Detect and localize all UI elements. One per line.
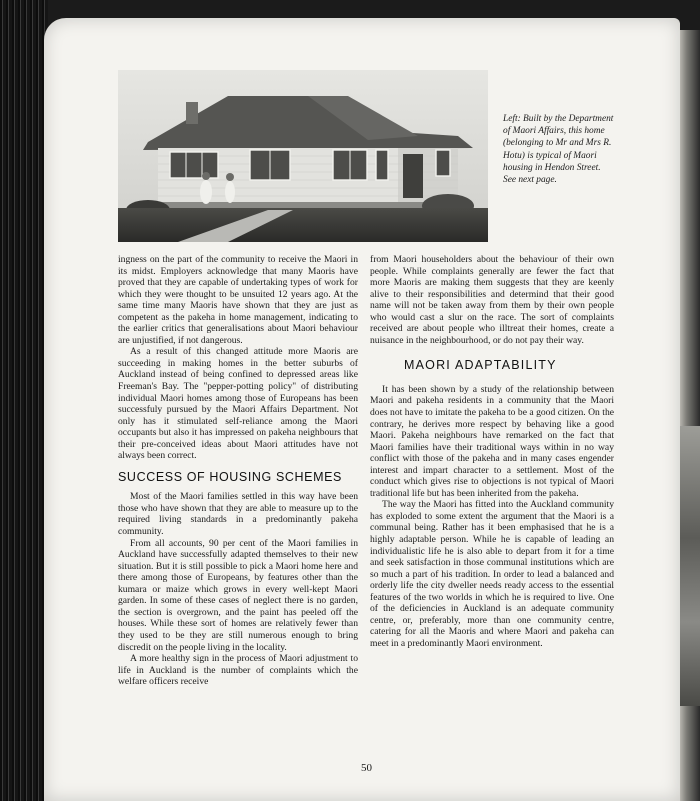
heading-housing-schemes: SUCCESS OF HOUSING SCHEMES xyxy=(118,469,342,484)
left-column xyxy=(118,254,358,688)
paragraph: A more healthy sign in the process of Maori adjustment to life in Auckland is the number of complaints which the welfare officers receive xyxy=(118,653,358,688)
paragraph: The way the Maori has fitted into the Auckland community has exploded to some extent the argument that the Maori is a communal being. Rather has it been emphasised that he is a highly adaptable person. While he is capable of leading an individualistic life he is also able to depart from it for a time and seek satisfaction in those communal institutions which are so much a part of his tradition. In order to lead a balanced and orderly life the city dweller needs ready access to the essential features of the two worlds in which he is required to live. One of the deficiencies in Auckland is an adequate community centre, or, preferably, more than one community centre, catering for all the Maoris and where Maori and pakeha can meet in a predominantly Maori environment. xyxy=(370,499,614,649)
paragraph: As a result of this changed attitude more Maoris are succeeding in making homes in the better suburbs of Auckland instead of being confined to depressed areas like Freeman's Bay. The "pepper-potting policy" of distributing individual Maori homes among those of Europeans has been successfuly pursued by the Maori Affairs Department. Not only has it stimulated self-reliance among the Maori occupants but also it has impressed on pakeha neighbours that their pre-conceived ideas about Maori attitudes have not always been correct. xyxy=(118,346,358,462)
paragraph: from Maori householders about the behaviour of their own people. While complaints generally are fewer the fact that more Maoris are making them suggests that they are keenly alive to their responsibilities and determind that their good name will not be taken away from them by their own people who would cast a slur on the race. The sort of complaints received are about people who illtreat their homes, create a nuisance in the neighbourhood, or do not pay their way. xyxy=(370,254,614,346)
paragraph: ingness on the part of the community to receive the Maori in its midst. Employers acknowledge that many Maoris have proved that they are capable of undertaking types of work for which they were thought to be unsuited 12 years ago. At the same time many Maoris have shown that they are just as competent as the pakeha in home management, indicating to the earlier critics that generalisations about Maori behaviour are unjustified, if not dangerous. xyxy=(118,254,358,346)
paragraph: Most of the Maori families settled in this way have been those who have shown that they are able to measure up to the required living standards in a predominantly pakeha community. xyxy=(118,491,358,538)
paragraph: It has been shown by a study of the relationship between Maori and pakeha residents in a community that the Maori does not have to imitate the pakeha to be a good citizen. On the contrary, he derives more respect by behaving like a good Maori. Pakeha neighbours have remarked on the fact that Maori families have their traditional ways within in no way conflict with those of the pakeha and in many cases engender interest and impart character to a settlement. Most of the conduct which gives rise to objections is not typical of Maori traditional life but has been inherited from the pakeha. xyxy=(370,383,614,499)
photo-caption: Left: Built by the Department of Maori Affairs, this home (belonging to Mr and Mrs R. Hotu) is typical of Maori housing in Hendon Street. See next page. xyxy=(503,114,614,186)
right-column xyxy=(370,254,614,650)
house-photo xyxy=(118,70,488,242)
house-photo-illustration xyxy=(118,70,488,242)
page-number: 50 xyxy=(361,762,372,774)
paragraph: From all accounts, 90 per cent of the Maori families in Auckland have successfully adapted themselves to their new situation. But it is still possible to pick a Maori home here and there among those of Europeans, by features other than the kumara or maize which grows in every well-kept Maori garden. In some of these cases of neglect there is no garden, the section is overgrown, and the paint has peeled off the houses. While these sort of homes are relatively fewer than they used to be they are still numerous enough to bring discredit on the people living in the locality. xyxy=(118,537,358,653)
scan-edge-left xyxy=(0,0,48,801)
heading-maori-adaptability: MAORI ADAPTABILITY xyxy=(404,358,557,373)
